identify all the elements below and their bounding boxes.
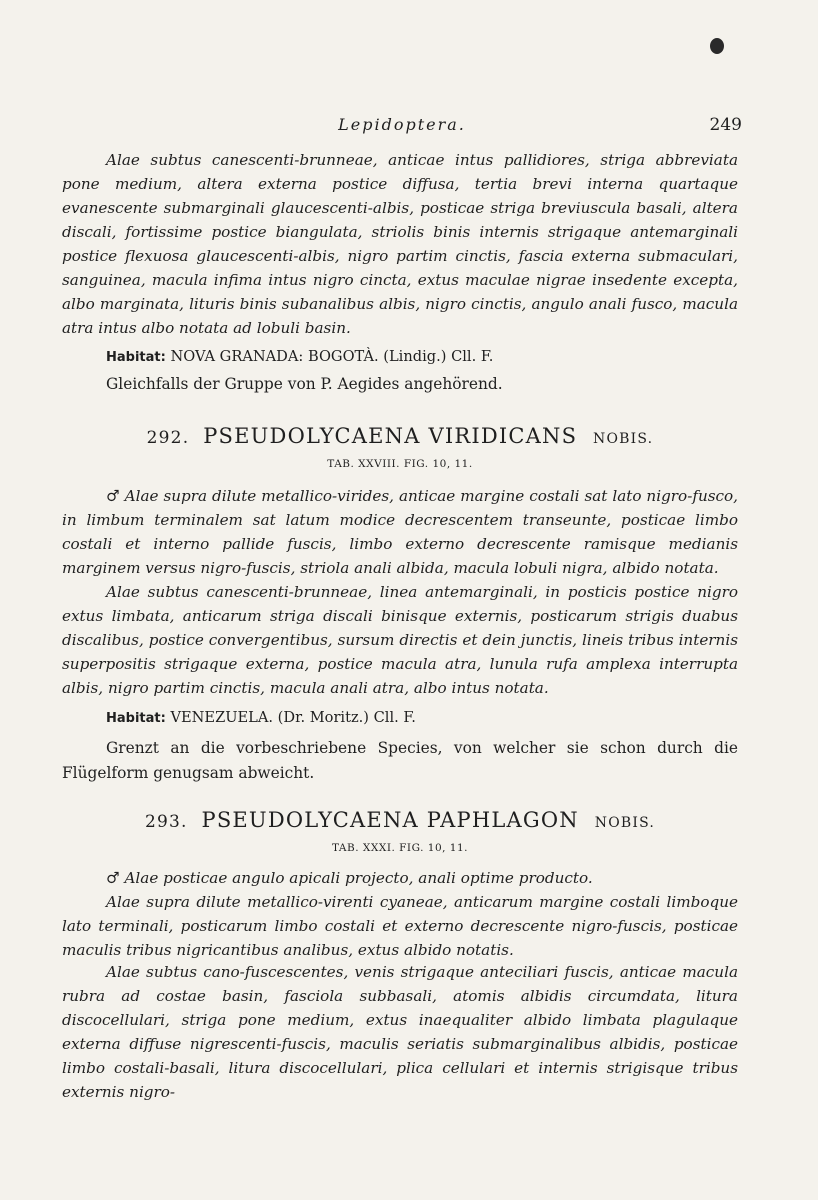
species-293-plate-block — [62, 842, 738, 854]
species-292-description-lower — [62, 580, 738, 700]
intro-habitat — [62, 346, 738, 369]
running-title: Lepidoptera. — [338, 115, 466, 134]
species-description: Alae subtus cano-fuscescentes, venis strigaque anteciliari fuscis, anticae macula rubra ad costae basin, fasciola subbasali, atomis albidis circumdata, litura discocellulari, striga pone medium, extus inaequaliter albido limbata plagulaque externa diffuse nigrescenti-fuscis, maculis seriatis submarginalibus albidis, posticae limbo costali-basali, litura discocellulari, plica cellulari et internis strigisque tribus externis nigro- — [62, 963, 738, 1101]
habitat-locality: VENEZUELA. (Dr. Moritz.) Cll. F. — [170, 709, 416, 726]
species-name: PSEUDOLYCAENA PAPHLAGON — [201, 808, 579, 832]
species-description: ♂ Alae posticae angulo apicali projecto, anali optime producto. — [106, 869, 593, 887]
habitat-label: Habitat: — [106, 711, 166, 726]
species-293-description-second — [62, 890, 738, 962]
species-author: NOBIS. — [593, 431, 654, 447]
plate-reference: TAB. XXVIII. FIG. 10, 11. — [327, 458, 473, 470]
species-292-habitat — [62, 707, 738, 730]
page-header — [62, 112, 742, 140]
species-number: 293. — [144, 812, 188, 832]
habitat-locality: NOVA GRANADA: BOGOTÀ. (Lindig.) Cll. F. — [170, 348, 494, 365]
ink-spot — [710, 38, 724, 54]
species-note: Grenzt an die vorbeschriebene Species, von welcher sie schon durch die Flügelform genugsam abweicht. — [62, 739, 738, 782]
intro-section — [62, 148, 738, 340]
species-name: PSEUDOLYCAENA VIRIDICANS — [203, 424, 578, 448]
habitat-label: Habitat: — [106, 350, 166, 365]
species-293-description-third — [62, 960, 738, 1104]
page-number: 249 — [709, 115, 742, 135]
species-description: ♂ Alae supra dilute metallico-virides, anticae margine costali sat lato nigro-fusco, in limbum terminalem sat latum modice decrescentem transeunte, posticae limbo costali et interno pallide fuscis, limbo externo decrescente ramisque medianis marginem versus nigro-fuscis, striola anali albida, macula lobuli nigra, albido notata. — [62, 487, 738, 577]
species-292-heading-block — [62, 424, 738, 448]
species-292-note-block — [62, 736, 738, 786]
species-293-description-first — [62, 866, 738, 890]
species-heading — [62, 808, 738, 832]
species-number: 292. — [146, 428, 190, 448]
species-293-heading-block — [62, 808, 738, 832]
species-292-description-upper — [62, 484, 738, 580]
plate-reference: TAB. XXXI. FIG. 10, 11. — [331, 842, 468, 854]
species-heading — [62, 424, 738, 448]
intro-description: Alae subtus canescenti-brunneae, anticae intus pallidiores, striga abbreviata pone medium, altera externa postice diffusa, tertia brevi interna quartaque evanescente submarginali glaucescenti-albis, posticae striga breviuscula basali, altera discali, fortissime postice biangulata, striolis binis internis strigaque antemarginali postice flexuosa glaucescenti-albis, nigro partim cinctis, fascia externa submaculari, sanguinea, macula infima intus nigro cincta, extus maculae nigrae insedente excepta, albo marginata, lituris binis subanalibus albis, nigro cinctis, angulo anali fusco, macula atra intus albo notata ad lobuli basin. — [62, 151, 738, 337]
intro-note-block — [62, 372, 738, 397]
species-author: NOBIS. — [594, 815, 656, 831]
species-description: Alae supra dilute metallico-virenti cyaneae, anticarum margine costali limboque lato terminali, posticarum limbo costali et externo decrescente nigro-fuscis, posticae maculis tribus nigricantibus analibus, extus albido notatis. — [62, 893, 738, 959]
species-292-plate-block — [62, 458, 738, 470]
intro-note: Gleichfalls der Gruppe von P. Aegides angehörend. — [106, 375, 503, 393]
species-description: Alae subtus canescenti-brunneae, linea antemarginali, in posticis postice nigro extus limbata, anticarum striga discali binisque externis, posticarum strigis duabus discalibus, postice convergentibus, sursum directis et dein junctis, lineis tribus internis superpositis strigaque externa, postice macula atra, lunula rufa amplexa interrupta albis, nigro partim cinctis, macula anali atra, albo intus notata. — [62, 583, 738, 697]
